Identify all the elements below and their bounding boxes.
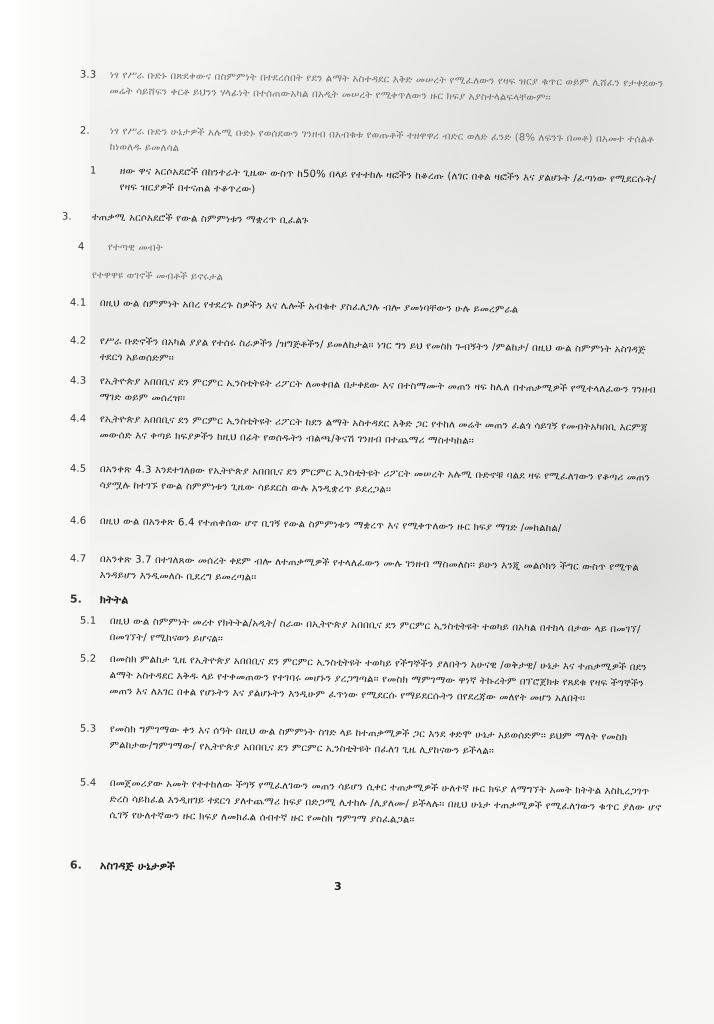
paragraph-text: በዚህ ውል ስምምነት መረተ የክትትል/አዲት/ ስራው በኢትዮጵያ አበበቢና ደን ምርምር ኢንስቲትዩት ተወካይ በአካል በተከላ በታው ላይ በመገኘ/በመገኘት/ የሚከናወን ይሆናል፡፡ — [109, 615, 641, 645]
paragraph-text: የተጣዊ መብት — [107, 241, 163, 254]
paragraph-text: በዚህ ውል ስምምነት አበረ የተደረጉ ስዎችን እና ሌሎች አብቁተ ያስፈለጋሉ ብሎ ያመነባቸውን ሁሉ ይመረምራል — [99, 297, 519, 316]
section-heading-4 — [77, 240, 628, 264]
paragraph-text: በአንቀጽ 4.3 እንደተገለፀው የኢትዮጵያ አበበቢና ደን ምርምር ኢንስቲትዩት ሪፖርት መሠረት አሉሚ ቡድኖቹ ባልደ ዛፍ የሚፈለገውን የቆጣሪ መጠን ሳያሟሉ ከተገኙ የውል ስምምነቱን ጊዜው ሳይደርስ ውሉ እንዲቋረጥ ይደረጋል፡፡ — [99, 463, 651, 496]
paragraph-text: የኢትዮጵያ አበበቢና ደን ምርምር ኢንስቲትዩት ሪፖርት ለመቀበል በታቀደው እና በተስማሙት መጠን ዛፍ ከሌለ በተጠቃሚዎች የሚተላለፈውን ገንዘብ ማገድ ወይም መሰረዝ፡፡ — [99, 375, 656, 405]
paragraph-number: 5. — [69, 592, 83, 606]
paragraph-number: 4.6 — [69, 515, 87, 527]
paragraph-5-4 — [79, 776, 670, 833]
paragraph-3-3 — [79, 68, 669, 109]
paragraph-text: የመስክ ግምገማው ቀን እና ሰዓት በዚህ ውል ስምምነት ስገድ ላይ ከተጠቃሚዎች ጋር እንደ ቀድሞ ሁኔታ አይወሰድም፡፡ ይህም ማለት የመስክ ምልከታው/ግምገማው/ የኢትዮጵያ አበበቢና ደን ምርምር ኢንስቲትዩት በፈለገ ጊዜ ሊያከናውን ይችላል፡፡ — [109, 723, 628, 758]
section-heading-5 — [69, 592, 400, 613]
paragraph-text: የሥራ ቡድኖችን በአካል ያያል የተሰሩ ስራዎችን /ዝግጅቶችን/ ይመለከታል፡፡ ነገር ግን ይህ የመስክ ጉብኝትን /ምልከታ/ በዚህ ውል ስምምነት አስገዳጅ ተደርጎ አይወሰድም፡፡ — [99, 335, 646, 365]
paragraph-4-3 — [69, 374, 659, 415]
paragraph-number: 4.1 — [69, 297, 87, 309]
section-intro — [92, 268, 632, 292]
paragraph-text: ክትትል — [99, 592, 129, 607]
paragraph-text: ዘው ዋና አርሶአደሮች በከንተራት ጊዜው ውስጥ ከ50% በላይ የተተከሉ ዛፎችን ከቆረጡ (ለገር በቀል ዛፎችን እና ያልሆኑት /ፈጣነው የሚደርሱት/ የዛፍ ዝርያዎች በተናጠል ተቆጥረው) — [119, 165, 657, 196]
page-number: 3 — [334, 880, 342, 893]
paragraph-number: 5.1 — [79, 615, 97, 627]
paragraph-4-2 — [69, 334, 659, 375]
paragraph-number: 1 — [89, 165, 97, 177]
paragraph-text: የኢትዮጵያ አበበቢና ደን ምርምር ኢንስቲትዩት ሪፖርት ከደን ልማት አስተዳደር እቅድ ጋር የተከለ መሬት መጠን ፈልጎ ሳይገኝ የመብትአካበቢ እርምጃ መውሰድ እና ቀጣይ ክፍያዎችን ከዚህ በፊት የወሰዱትን ብልጫ/ቅናሽ ገንዘብ በተጨማሪ ማስተካከል፡፡ — [99, 413, 648, 447]
paragraph-text: አስገዳጅ ሁኔታዎች — [99, 858, 176, 874]
paragraph-text: ተጠቃሚ አርሶአደሮች የውል ስምምነቱን ማቋረጥ ቢፈልጉ — [91, 211, 309, 227]
paragraph-4-5 — [69, 462, 659, 503]
paragraph-text: በመጀመሪያው አመት የተተከለው ችግኝ የሚፈለገውን መጠን ሳይሆን ሲቀር ተጠቃሚዎች ሁለተኛ ዙር ክፍያ ለማግኘት አመት ክትትል እስኪረጋገጥ ድረስ ሳይከፈል እንዲዘገይ ተደርጎ ያለተጨማሪ ክፍያ በድጋሚ ሊተከሉ /ሊያለሙ/ ይችላሉ፡፡ በዚህ ሁኔታ ተጠቃሚዎች የሚፈለገውን ቁጥር ያለው ሆኖ ሲገኝ የሁለተኛውን ዙር ክፍያ ለመክፈል ሰብተኛ ዙር የመስክ ግምገማ ያስፈልጋል፡፡ — [109, 777, 662, 826]
paragraph-text: በመስክ ምልከታ ጊዜ የኢትዮጵያ አበበቢና ደን ምርምር ኢንስቲትዩት ተወካይ የችግኞችን ያለበትን አሁናዊ /ወቅታዊ/ ሁኔታ እና ተጠቃሚዎች በደን ልማት አስተዳደር እቅዱ ላይ የተቀመጠውን የተገባሩ መሆኑን ያረጋግጣል፡፡ የመስክ ማምገማው ዋነኛ ትኩረትም በፕሮጀክቱ የጸደቁ የዛፍ ችግኞችን መጠን እና ለአገር በቀል የሆኑትን እና ያልሆኑትን እንዲሁም ፈጥነው የሚደርሱ የማይደርሱትን በየደረጃው መለየት መሆን አለበት፡፡ — [109, 653, 647, 705]
paragraph-4-1 — [69, 296, 660, 321]
paragraph-4-4 — [69, 412, 659, 453]
paragraph-number: 6. — [69, 858, 83, 872]
paragraph-number: 2. — [79, 125, 90, 137]
paragraph-number: 5.2 — [79, 653, 97, 665]
paragraph-number: 5.4 — [79, 777, 97, 789]
paragraph-number: 4 — [77, 241, 85, 253]
paragraph-text: በዚህ ውል በአንቀጽ 6.4 የተጠቀሰው ሆኖ ቢገኝ የውል ስምምነቱን ማቋረጥ እና የሚቀጥለውን ዙር ክፍያ ማገድ /መከልከል/ — [99, 515, 562, 535]
paragraph-number: 3.3 — [79, 69, 97, 81]
paragraph-4-7 — [69, 552, 659, 593]
section-heading-6 — [69, 858, 400, 879]
paragraph-text: በአንቀጽ 3.7 በተገለጸው መሰረት ቀደም ብሎ ለተጠቃሚዎች የተላለፈውን ሙሉ ገንዘብ ማስመለስ፡፡ ይሁን እንጂ መልሶክን ችግር ውስጥ የሚጥል እንዳይሆን እንዲመለሱ ቢደረግ ይመረጣል፡፡ — [99, 553, 640, 584]
paragraph-number: 4.7 — [69, 553, 87, 565]
paragraph-text: የተዋዋዩ ወገኖች መብቶች ይኖሩታል — [91, 269, 224, 284]
paragraph-number: 4.3 — [69, 375, 87, 387]
paragraph-2 — [79, 124, 669, 165]
paragraph-number: 4.5 — [69, 463, 87, 475]
paragraph-number: 3. — [61, 211, 72, 223]
paragraph-5-3 — [79, 722, 669, 763]
paragraph-number: 5.3 — [79, 723, 97, 735]
paragraph-4-6 — [69, 514, 660, 539]
paragraph-text: ነፃ የሥራ ቡድን ሁኔታዎች አሉሚ ቡድኑ የወሰደውን ገንዘብ በአብቁቱ የወጡቶች ተዘዋዋሪ ብድር ወለድ ፈንድ (8% ለፍንጉ በመቶ) በአመተ ተሰልቶ ከነወለዱ ይመለሳል — [109, 125, 654, 155]
paragraph-number: 4.4 — [69, 413, 87, 425]
paragraph-5-2 — [79, 652, 670, 709]
paragraph-1 — [89, 164, 669, 205]
paragraph-text: ነፃ የሥራ ቡድኑ በጽደቀውና በስምምነት በተደረሰበት የደን ልማት አስተዳደር እቅድ መሠረት የሚፈለውን የዛፍ ዝርያ ቁጥር ወይም ሊሸፈን የታቀደውን መሬት ሳይሸፍን ቀርቶ ይህንን ሃላፊነት በተሰጠውአካል በአዲት መሠረት የሚቀጥለውን ዙር ክፍያ አያስተላልፍላቸውም፡፡ — [109, 69, 664, 104]
paragraph-number: 4.2 — [69, 335, 87, 347]
paragraph-5-1 — [79, 614, 669, 655]
paragraph-3 — [61, 210, 652, 235]
